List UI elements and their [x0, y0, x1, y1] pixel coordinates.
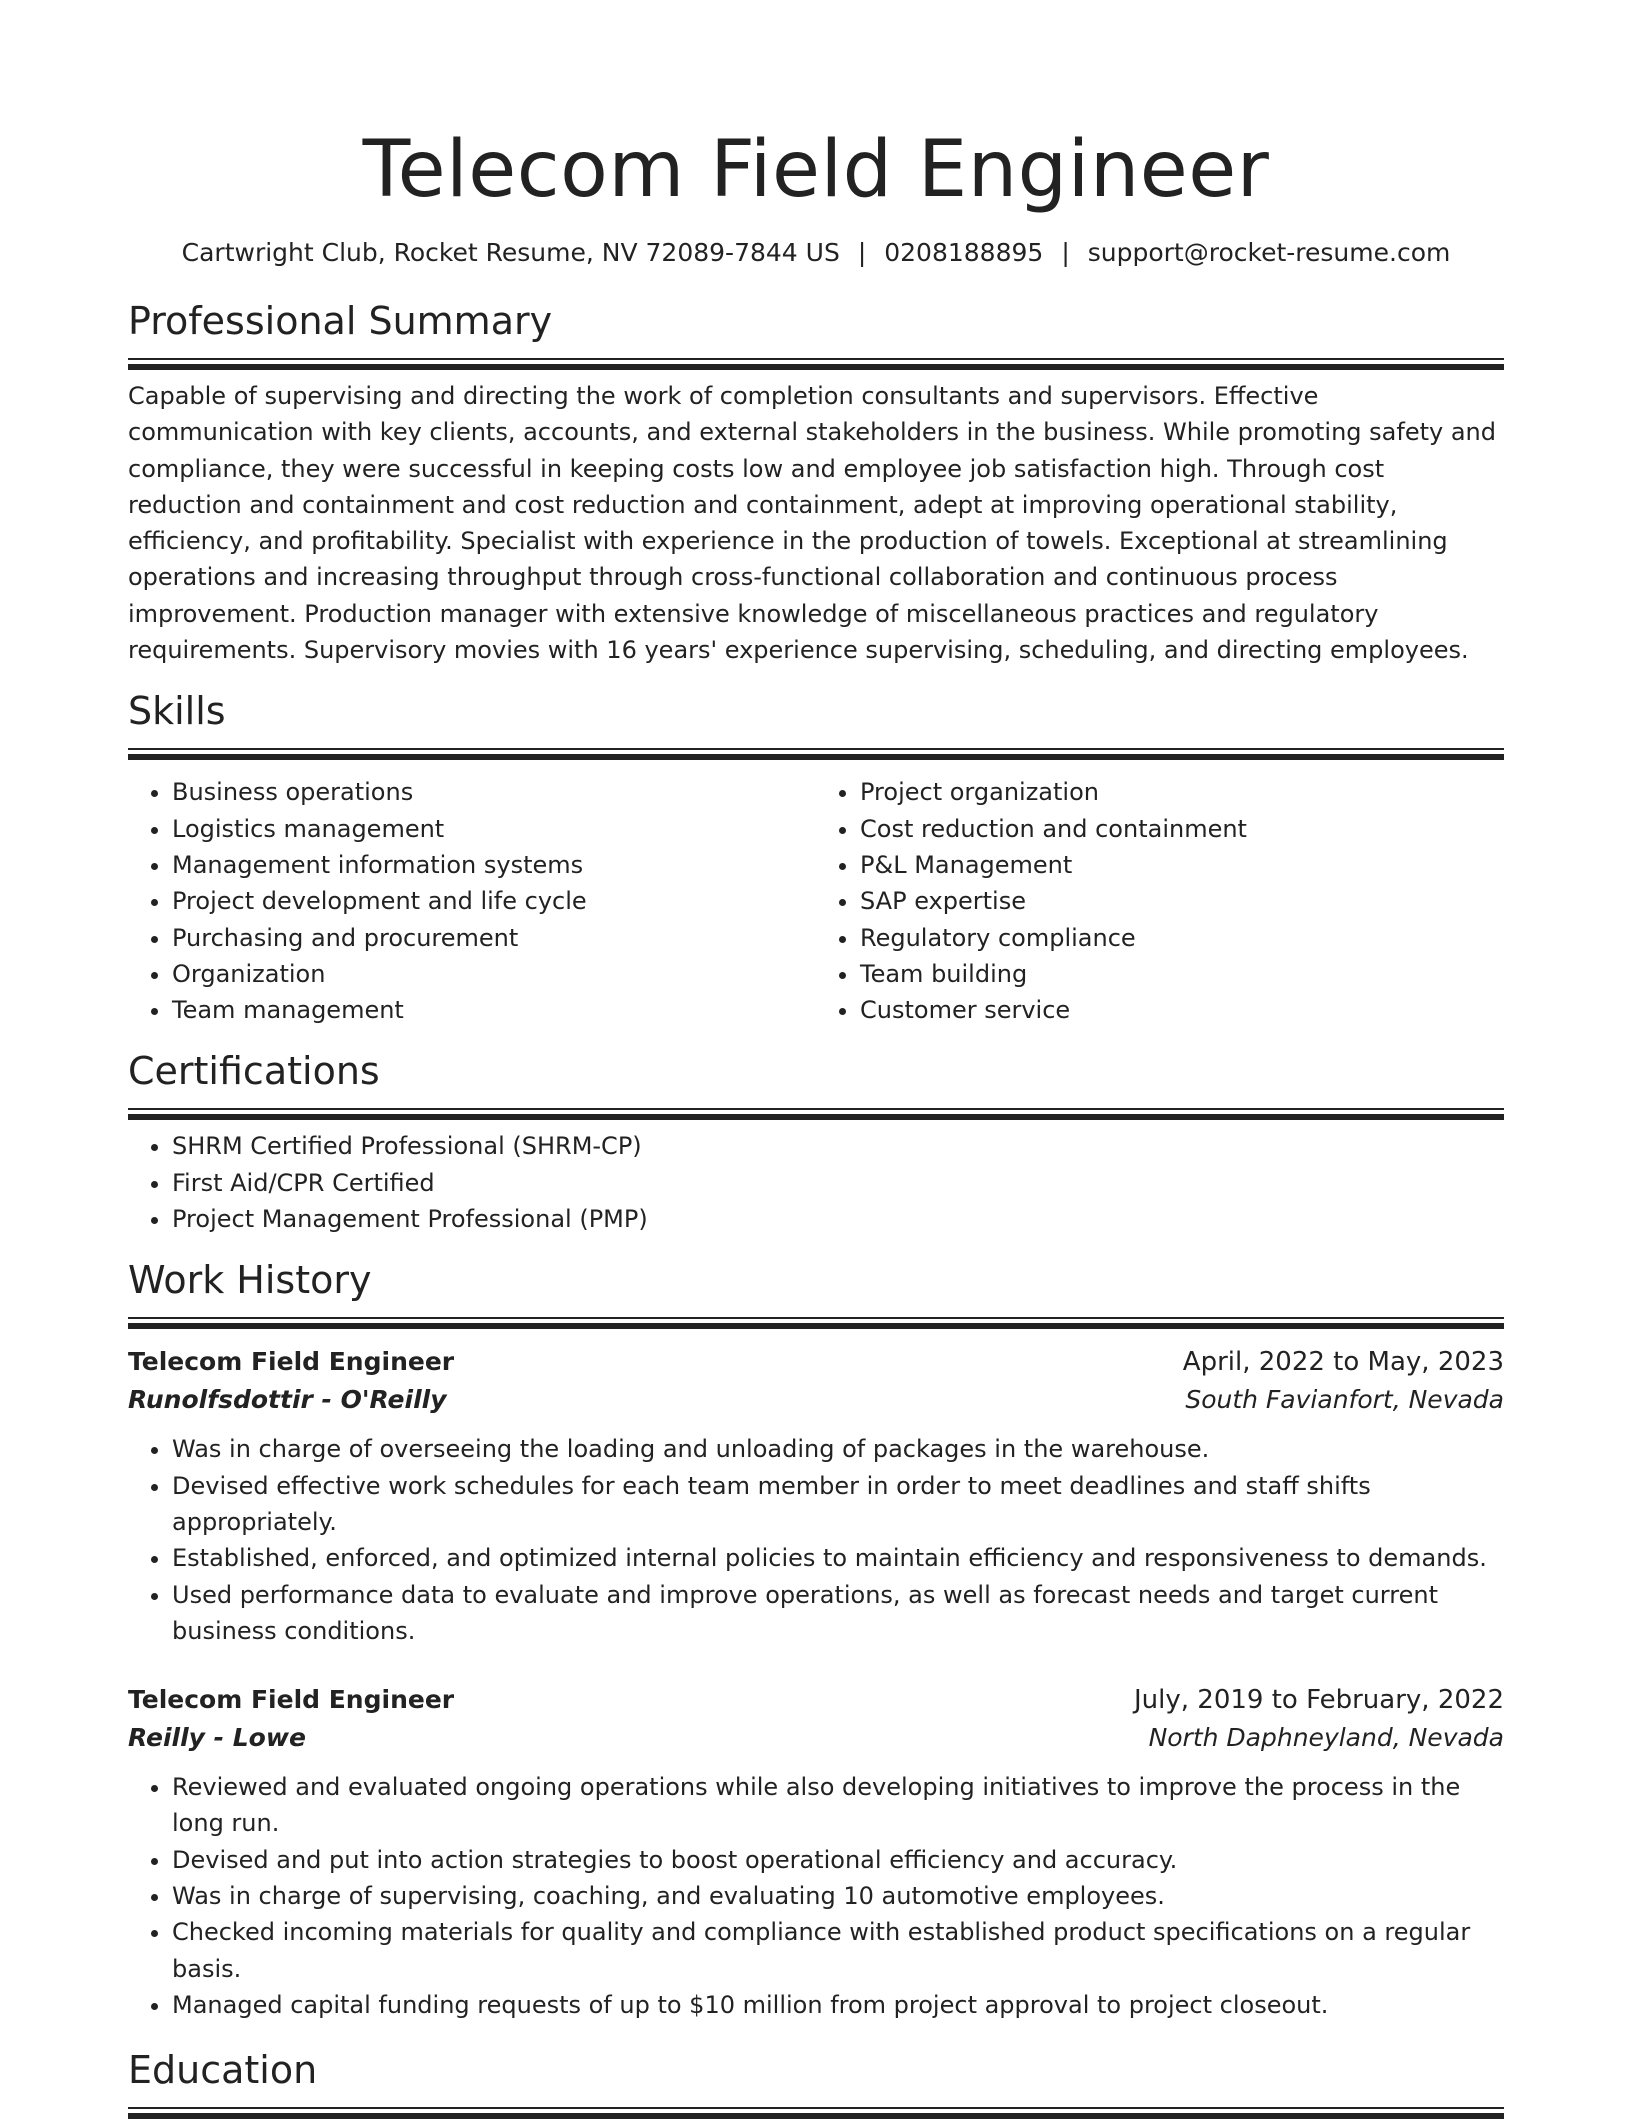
- skill-item: • Regulatory compliance: [860, 920, 1504, 956]
- job-company: Runolfsdottir - O'Reilly: [128, 1385, 447, 1415]
- section-title-work-history: Work History: [128, 1258, 372, 1303]
- job-bullet: • Was in charge of overseeing the loading and unloading of packages in the warehouse.: [172, 1431, 1504, 1467]
- skill-item: • Purchasing and procurement: [172, 920, 816, 956]
- job-bullet: • Checked incoming materials for quality and compliance with established product specifications on a regular basis.: [172, 1914, 1504, 1987]
- job-title: Telecom Field Engineer: [128, 1685, 455, 1715]
- skill-item: • Customer service: [860, 992, 1504, 1028]
- skill-item: • Management information systems: [172, 847, 816, 883]
- section-title-skills: Skills: [128, 689, 226, 734]
- summary-text: Capable of supervising and directing the work of completion consultants and supervisors. Effective communication with key clients, accounts, and external stakeholders in the business. While promoting safety and compliance, they were successful in keeping costs low and employee job satisfaction high. Through cost reduction and containment and cost reduction and containment, adept at improving operational stability, efficiency, and profitability. Specialist with experience in the production of towels. Exceptional at streamlining operations and increasing throughput through cross-functional collaboration and continuous process improvement. Production manager with extensive knowledge of miscellaneous practices and regulatory requirements. Supervisory movies with 16 years' experience supervising, scheduling, and directing employees.: [128, 382, 1496, 665]
- skills-column-right: [816, 774, 1504, 1028]
- job-company: Reilly - Lowe: [128, 1723, 306, 1753]
- contact-address: Cartwright Club, Rocket Resume, NV 72089-7844 US: [181, 238, 840, 267]
- contact-line: [128, 236, 1504, 270]
- job-location: North Daphneyland, Nevada: [1148, 1723, 1504, 1753]
- certifications-list: [128, 1128, 1504, 1237]
- job-bullet: • Established, enforced, and optimized internal policies to maintain efficiency and responsiveness to demands.: [172, 1540, 1504, 1576]
- skill-item: • P&L Management: [860, 847, 1504, 883]
- certification-item: • Project Management Professional (PMP): [172, 1201, 1504, 1237]
- job-bullets: [128, 1769, 1504, 2023]
- section-title-summary: Professional Summary: [128, 299, 553, 343]
- contact-separator: |: [1061, 238, 1070, 267]
- section-title-education: Education: [128, 2048, 318, 2093]
- job-bullets: [128, 1431, 1504, 1649]
- skills-list-right: [816, 774, 1504, 1028]
- job-entry: [128, 1343, 1504, 1649]
- section-divider: [128, 358, 1504, 360]
- resume-name: Telecom Field Engineer: [362, 125, 1270, 215]
- skill-item: • Project development and life cycle: [172, 883, 816, 919]
- job-header: [128, 1343, 1504, 1381]
- skill-item: • Logistics management: [172, 811, 816, 847]
- job-dates: July, 2019 to February, 2022: [1134, 1685, 1504, 1716]
- skill-item: • Organization: [172, 956, 816, 992]
- job-subheader: [128, 1719, 1504, 1757]
- resume-page: [128, 0, 1504, 2127]
- contact-phone: 0208188895: [884, 238, 1044, 267]
- certification-item: • SHRM Certified Professional (SHRM-CP): [172, 1128, 1504, 1164]
- skill-item: • Team building: [860, 956, 1504, 992]
- job-bullet: • Reviewed and evaluated ongoing operations while also developing initiatives to improve the process in the long run.: [172, 1769, 1504, 1842]
- job-title: Telecom Field Engineer: [128, 1347, 455, 1377]
- section-divider: [128, 1108, 1504, 1110]
- job-bullet: • Used performance data to evaluate and improve operations, as well as forecast needs and target current business conditions.: [172, 1577, 1504, 1650]
- skills-list-left: [128, 774, 816, 1028]
- section-divider: [128, 748, 1504, 750]
- job-header: [128, 1681, 1504, 1719]
- skill-item: • SAP expertise: [860, 883, 1504, 919]
- job-bullet: • Managed capital funding requests of up to $10 million from project approval to project closeout.: [172, 1987, 1504, 2023]
- summary-section: [128, 296, 1504, 668]
- certification-item: • First Aid/CPR Certified: [172, 1165, 1504, 1201]
- job-bullet: • Was in charge of supervising, coaching, and evaluating 10 automotive employees.: [172, 1878, 1504, 1914]
- skill-item: • Business operations: [172, 774, 816, 810]
- education-section: [128, 2045, 1504, 2109]
- job-entry: [128, 1681, 1504, 2023]
- skills-column-left: [128, 774, 816, 1028]
- job-bullet: • Devised effective work schedules for each team member in order to meet deadlines and staff shifts appropriately.: [172, 1468, 1504, 1541]
- skills-grid: [128, 774, 1504, 1028]
- section-title-certifications: Certifications: [128, 1049, 380, 1094]
- contact-email: support@rocket-resume.com: [1087, 238, 1451, 267]
- job-location: South Favianfort, Nevada: [1185, 1385, 1504, 1415]
- work-history-section: [128, 1255, 1504, 2023]
- certifications-section: [128, 1046, 1504, 1237]
- contact-separator: |: [857, 238, 867, 267]
- job-bullet: • Devised and put into action strategies to boost operational efficiency and accuracy.: [172, 1842, 1504, 1878]
- section-divider: [128, 1317, 1504, 1319]
- skills-section: [128, 686, 1504, 1028]
- job-subheader: [128, 1381, 1504, 1419]
- job-dates: April, 2022 to May, 2023: [1182, 1347, 1504, 1378]
- skill-item: • Cost reduction and containment: [860, 811, 1504, 847]
- skill-item: • Team management: [172, 992, 816, 1028]
- section-divider: [128, 2107, 1504, 2109]
- skill-item: • Project organization: [860, 774, 1504, 810]
